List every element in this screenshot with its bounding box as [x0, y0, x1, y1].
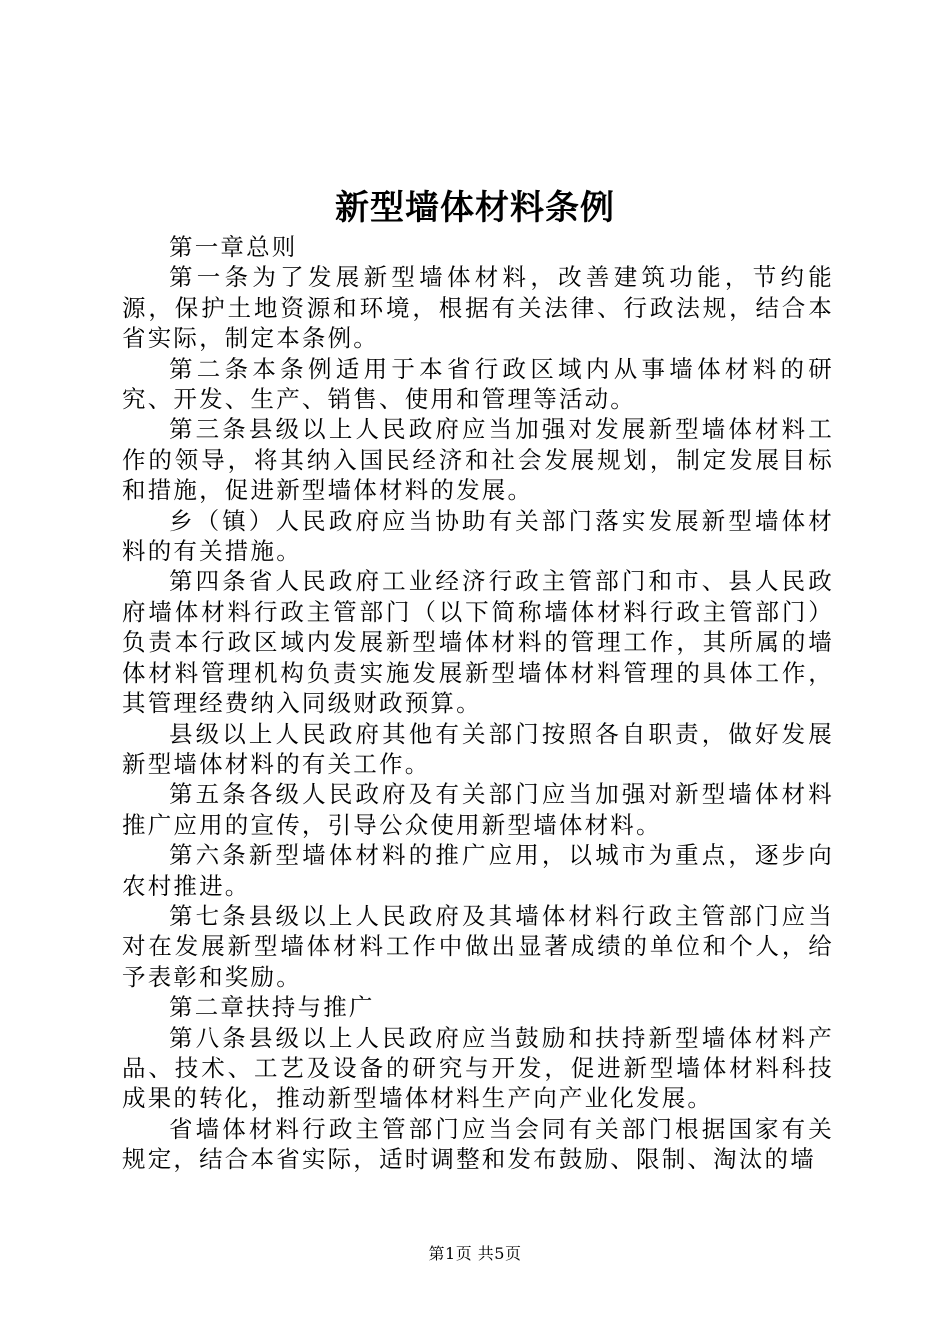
paragraph: 省墙体材料行政主管部门应当会同有关部门根据国家有关规定，结合本省实际，适时调整和发布鼓励、限制、淘汰的墙 — [122, 1114, 834, 1174]
paragraph: 第三条县级以上人民政府应当加强对发展新型墙体材料工作的领导，将其纳入国民经济和社会发展规划，制定发展目标和措施，促进新型墙体材料的发展。 — [122, 415, 834, 505]
paragraph: 第一条为了发展新型墙体材料，改善建筑功能，节约能源，保护土地资源和环境，根据有关法律、行政法规，结合本省实际，制定本条例。 — [122, 263, 834, 353]
paragraph: 第五条各级人民政府及有关部门应当加强对新型墙体材料推广应用的宣传，引导公众使用新型墙体材料。 — [122, 780, 834, 839]
paragraph: 县级以上人民政府其他有关部门按照各自职责，做好发展新型墙体材料的有关工作。 — [122, 719, 834, 778]
document-body — [122, 232, 834, 1175]
document-title: 新型墙体材料条例 — [335, 188, 615, 228]
page-number-footer: 第1页 共5页 — [428, 1244, 522, 1263]
chapter-heading: 第二章扶持与推广 — [169, 993, 375, 1022]
paragraph: 第八条县级以上人民政府应当鼓励和扶持新型墙体材料产品、技术、工艺及设备的研究与开发，促进新型墙体材料科技成果的转化，推动新型墙体材料生产向产业化发展。 — [122, 1023, 834, 1113]
chapter-heading: 第一章总则 — [169, 233, 298, 261]
paragraph: 第六条新型墙体材料的推广应用，以城市为重点，逐步向农村推进。 — [122, 841, 834, 900]
paragraph: 第七条县级以上人民政府及其墙体材料行政主管部门应当对在发展新型墙体材料工作中做出显著成绩的单位和个人，给予表彰和奖励。 — [122, 901, 834, 991]
paragraph: 第四条省人民政府工业经济行政主管部门和市、县人民政府墙体材料行政主管部门（以下简称墙体材料行政主管部门）负责本行政区域内发展新型墙体材料的管理工作，其所属的墙体材料管理机构负责实施发展新型墙体材料管理的具体工作，其管理经费纳入同级财政预算。 — [122, 567, 834, 718]
paragraph: 第二条本条例适用于本省行政区域内从事墙体材料的研究、开发、生产、销售、使用和管理等活动。 — [122, 354, 834, 414]
paragraph: 乡（镇）人民政府应当协助有关部门落实发展新型墙体材料的有关措施。 — [122, 506, 834, 566]
